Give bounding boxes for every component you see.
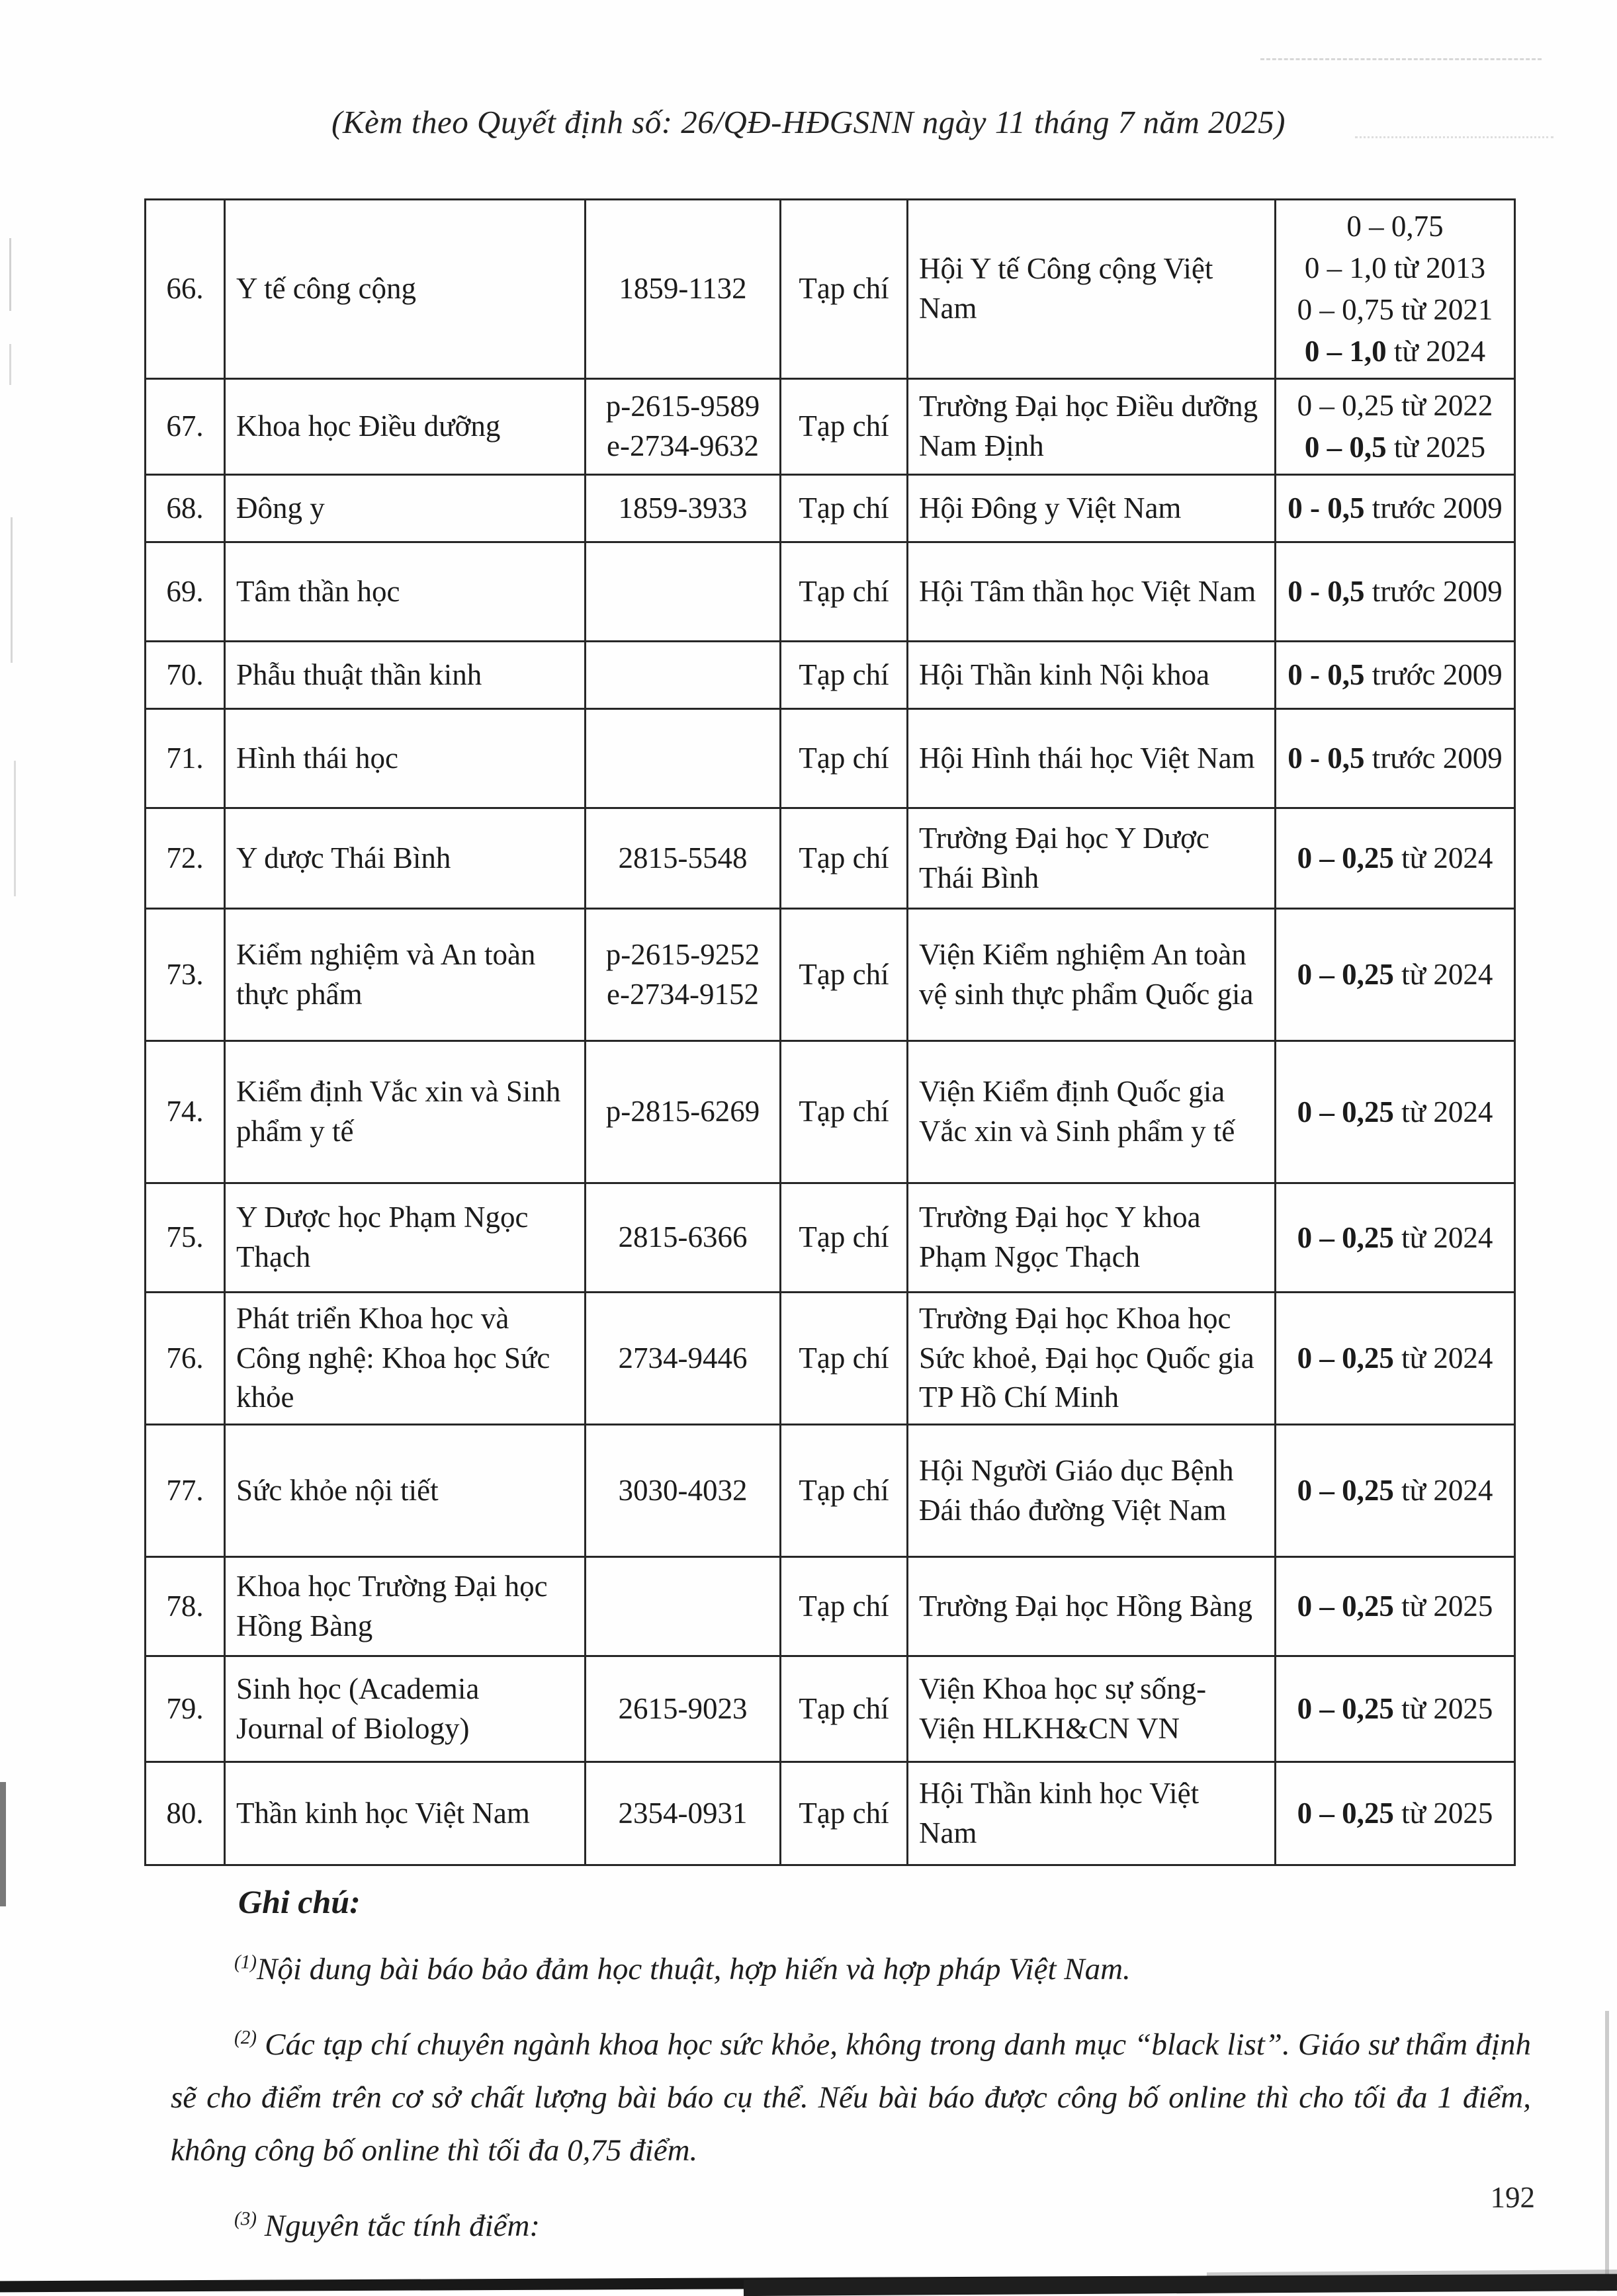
score-cell — [1276, 542, 1515, 642]
score-line: 0 - 0,5 trước 2009 — [1288, 658, 1503, 691]
issn-cell: 1859-3933 — [586, 475, 781, 542]
score-line: 0 – 0,25 từ 2025 — [1297, 1797, 1493, 1830]
issn-cell: p-2615-9589 e-2734-9632 — [586, 379, 781, 475]
table-row — [146, 1293, 1515, 1425]
row-number-cell: 74. — [146, 1041, 225, 1183]
publisher-cell: Viện Kiểm nghiệm An toàn vệ sinh thực phẩm Quốc gia — [908, 909, 1276, 1041]
score-cell — [1276, 709, 1515, 808]
issn-cell: 1859-1132 — [586, 200, 781, 379]
table-row — [146, 642, 1515, 709]
score-line: 0 – 0,25 từ 2025 — [1297, 1692, 1493, 1725]
publication-type-cell: Tạp chí — [781, 379, 908, 475]
journal-name-cell: Thần kinh học Việt Nam — [225, 1762, 586, 1865]
issn-cell — [586, 1557, 781, 1656]
table-row — [146, 379, 1515, 475]
publisher-cell: Hội Thần kinh học Việt Nam — [908, 1762, 1276, 1865]
journal-name-cell: Phát triển Khoa học và Công nghệ: Khoa học Sức khỏe — [225, 1293, 586, 1425]
score-line: 0 - 0,5 trước 2009 — [1288, 575, 1503, 608]
table-row — [146, 1557, 1515, 1656]
publisher-cell: Hội Thần kinh Nội khoa — [908, 642, 1276, 709]
publication-type-cell: Tạp chí — [781, 200, 908, 379]
table-row — [146, 200, 1515, 379]
score-line: 0 – 0,25 từ 2024 — [1297, 1341, 1493, 1375]
table-row — [146, 1183, 1515, 1293]
note-superscript-1: (1) — [234, 1951, 257, 1973]
note-text-1: Nội dung bài báo bảo đảm học thuật, hợp hiến và hợp pháp Việt Nam. — [256, 1952, 1131, 1986]
score-cell — [1276, 1183, 1515, 1293]
score-line: 0 – 1,0 từ 2024 — [1304, 335, 1486, 368]
note-item-3 — [171, 2200, 1531, 2253]
score-line: 0 – 0,25 từ 2024 — [1297, 1474, 1493, 1507]
publication-type-cell: Tạp chí — [781, 642, 908, 709]
publication-type-cell: Tạp chí — [781, 542, 908, 642]
scan-artifact-bottom-wedge — [1207, 2270, 1617, 2279]
note-superscript-2: (2) — [234, 2027, 257, 2049]
journal-name-cell: Kiểm nghiệm và An toàn thực phẩm — [225, 909, 586, 1041]
publication-type-cell: Tạp chí — [781, 709, 908, 808]
journal-name-cell: Phẫu thuật thần kinh — [225, 642, 586, 709]
journal-name-cell: Sinh học (Academia Journal of Biology) — [225, 1656, 586, 1762]
row-number-cell: 78. — [146, 1557, 225, 1656]
journal-name-cell: Tâm thần học — [225, 542, 586, 642]
row-number-cell: 73. — [146, 909, 225, 1041]
score-line: 0 – 1,0 từ 2013 — [1304, 251, 1486, 284]
issn-cell: p-2815-6269 — [586, 1041, 781, 1183]
publisher-cell: Trường Đại học Điều dưỡng Nam Định — [908, 379, 1276, 475]
issn-cell: 2615-9023 — [586, 1656, 781, 1762]
journal-name-cell: Y tế công cộng — [225, 200, 586, 379]
table-row — [146, 1425, 1515, 1557]
issn-cell: 3030-4032 — [586, 1425, 781, 1557]
score-line: 0 – 0,25 từ 2024 — [1297, 1220, 1493, 1254]
table-row — [146, 1656, 1515, 1762]
publisher-cell: Trường Đại học Khoa học Sức khoẻ, Đại học Quốc gia TP Hồ Chí Minh — [908, 1293, 1276, 1425]
score-cell — [1276, 1293, 1515, 1425]
publication-type-cell: Tạp chí — [781, 475, 908, 542]
row-number-cell: 66. — [146, 200, 225, 379]
row-number-cell: 77. — [146, 1425, 225, 1557]
row-number-cell: 71. — [146, 709, 225, 808]
score-cell — [1276, 1425, 1515, 1557]
page-number: 192 — [1490, 2181, 1535, 2214]
scan-artifact-bottom-bar — [744, 2274, 1617, 2296]
issn-cell — [586, 709, 781, 808]
issn-cell: p-2615-9252 e-2734-9152 — [586, 909, 781, 1041]
journal-name-cell: Sức khỏe nội tiết — [225, 1425, 586, 1557]
scan-artifact-bottom-bar — [0, 2274, 1617, 2293]
score-cell — [1276, 1041, 1515, 1183]
publication-type-cell: Tạp chí — [781, 1425, 908, 1557]
publisher-cell: Hội Hình thái học Việt Nam — [908, 709, 1276, 808]
scan-artifact-left-line — [11, 517, 13, 663]
publisher-cell: Trường Đại học Y Dược Thái Bình — [908, 808, 1276, 909]
row-number-cell: 68. — [146, 475, 225, 542]
notes-title: Ghi chú: — [238, 1883, 361, 1920]
scan-artifact-left-line — [14, 761, 16, 896]
score-line: 0 - 0,5 trước 2009 — [1288, 742, 1503, 775]
row-number-cell: 80. — [146, 1762, 225, 1865]
publisher-cell: Hội Tâm thần học Việt Nam — [908, 542, 1276, 642]
score-cell — [1276, 1557, 1515, 1656]
score-cell — [1276, 808, 1515, 909]
score-cell — [1276, 642, 1515, 709]
note-text-3: Nguyên tắc tính điểm: — [256, 2208, 541, 2243]
note-text-2: Các tạp chí chuyên ngành khoa học sức khỏe, không trong danh mục “black list”. Giáo sư thẩm định sẽ cho điểm trên cơ sở chất lượng bài báo cụ thể. Nếu bài báo được công bố online thì cho tối đa 1 điểm, không công bố online thì tối đa 0,75 điểm. — [171, 2027, 1531, 2168]
row-number-cell: 67. — [146, 379, 225, 475]
score-cell — [1276, 1762, 1515, 1865]
publisher-cell: Trường Đại học Y khoa Phạm Ngọc Thạch — [908, 1183, 1276, 1293]
publication-type-cell: Tạp chí — [781, 1762, 908, 1865]
table-row — [146, 1762, 1515, 1865]
score-line: 0 – 0,25 từ 2024 — [1297, 841, 1493, 874]
publication-type-cell: Tạp chí — [781, 808, 908, 909]
issn-cell: 2815-5548 — [586, 808, 781, 909]
publication-type-cell: Tạp chí — [781, 1183, 908, 1293]
publication-type-cell: Tạp chí — [781, 1656, 908, 1762]
score-line: 0 – 0,25 từ 2025 — [1297, 1590, 1493, 1623]
journal-name-cell: Y dược Thái Bình — [225, 808, 586, 909]
score-line: 0 – 0,5 từ 2025 — [1304, 431, 1486, 464]
score-cell — [1276, 1656, 1515, 1762]
score-line: 0 – 0,25 từ 2022 — [1297, 389, 1493, 422]
publication-type-cell: Tạp chí — [781, 1293, 908, 1425]
score-line: 0 – 0,75 — [1346, 210, 1444, 243]
header-annotation: (Kèm theo Quyết định số: 26/QĐ-HĐGSNN ngày 11 tháng 7 năm 2025) — [331, 104, 1286, 140]
publication-type-cell: Tạp chí — [781, 1041, 908, 1183]
journal-name-cell: Kiểm định Vắc xin và Sinh phẩm y tế — [225, 1041, 586, 1183]
journal-name-cell: Hình thái học — [225, 709, 586, 808]
table-row — [146, 542, 1515, 642]
row-number-cell: 76. — [146, 1293, 225, 1425]
journal-name-cell: Khoa học Điều dưỡng — [225, 379, 586, 475]
table-row — [146, 909, 1515, 1041]
publisher-cell: Viện Kiểm định Quốc gia Vắc xin và Sinh phẩm y tế — [908, 1041, 1276, 1183]
publication-type-cell: Tạp chí — [781, 909, 908, 1041]
score-cell — [1276, 379, 1515, 475]
row-number-cell: 70. — [146, 642, 225, 709]
score-cell — [1276, 475, 1515, 542]
journal-name-cell: Khoa học Trường Đại học Hồng Bàng — [225, 1557, 586, 1656]
table-row — [146, 709, 1515, 808]
scan-artifact-dashes — [1260, 58, 1542, 60]
row-number-cell: 72. — [146, 808, 225, 909]
row-number-cell: 75. — [146, 1183, 225, 1293]
issn-cell — [586, 642, 781, 709]
table-row — [146, 1041, 1515, 1183]
scan-artifact-left-line — [9, 238, 11, 311]
journal-score-table — [144, 198, 1516, 1866]
publisher-cell: Hội Y tế Công cộng Việt Nam — [908, 200, 1276, 379]
notes-section — [0, 1883, 1617, 2252]
row-number-cell: 69. — [146, 542, 225, 642]
publisher-cell: Hội Người Giáo dục Bệnh Đái tháo đường Việt Nam — [908, 1425, 1276, 1557]
score-cell — [1276, 909, 1515, 1041]
issn-cell: 2734-9446 — [586, 1293, 781, 1425]
publisher-cell: Viện Khoa học sự sống- Viện HLKH&CN VN — [908, 1656, 1276, 1762]
scan-artifact-left-line — [9, 344, 11, 385]
issn-cell: 2354-0931 — [586, 1762, 781, 1865]
table-row — [146, 808, 1515, 909]
note-item-2 — [171, 2019, 1531, 2178]
publication-type-cell: Tạp chí — [781, 1557, 908, 1656]
publisher-cell: Hội Đông y Việt Nam — [908, 475, 1276, 542]
issn-cell: 2815-6366 — [586, 1183, 781, 1293]
table-row — [146, 475, 1515, 542]
score-line: 0 - 0,5 trước 2009 — [1288, 491, 1503, 525]
score-line: 0 – 0,25 từ 2024 — [1297, 1095, 1493, 1128]
publisher-cell: Trường Đại học Hồng Bàng — [908, 1557, 1276, 1656]
note-superscript-3: (3) — [234, 2207, 257, 2229]
issn-cell — [586, 542, 781, 642]
row-number-cell: 79. — [146, 1656, 225, 1762]
journal-name-cell: Đông y — [225, 475, 586, 542]
score-line: 0 – 0,25 từ 2024 — [1297, 958, 1493, 991]
journal-name-cell: Y Dược học Phạm Ngọc Thạch — [225, 1183, 586, 1293]
note-item-1 — [171, 1943, 1531, 1996]
score-line: 0 – 0,75 từ 2021 — [1297, 293, 1493, 326]
score-cell — [1276, 200, 1515, 379]
